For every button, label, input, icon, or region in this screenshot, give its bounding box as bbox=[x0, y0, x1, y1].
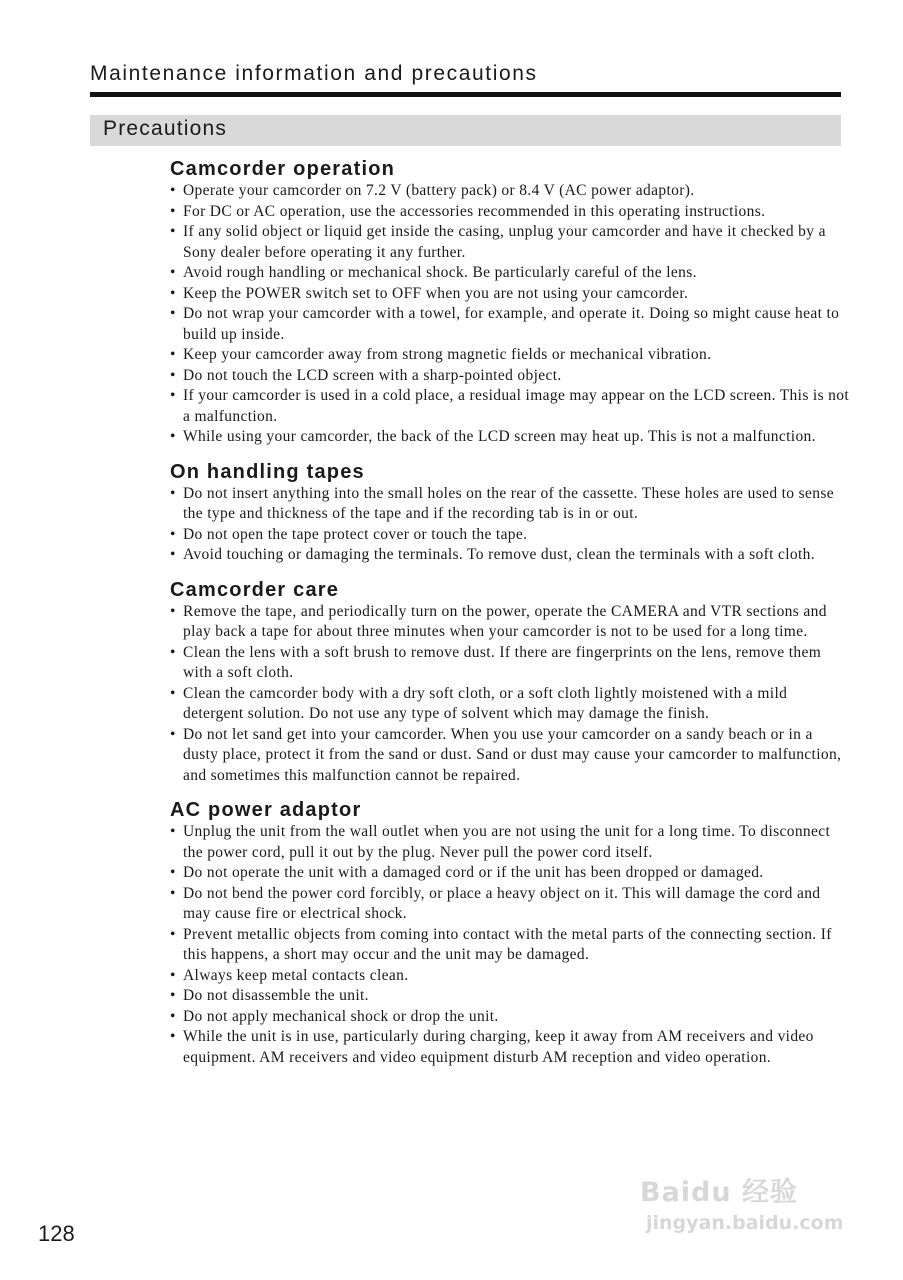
content-area bbox=[170, 157, 850, 1080]
bullet-item: • Do not bend the power cord forcibly, or place a heavy object on it. This will damage the cord and may cause fire or electrical shock. bbox=[170, 884, 850, 925]
subsection-camcorder-operation bbox=[170, 157, 850, 448]
page-header-title: Maintenance information and precautions bbox=[90, 62, 538, 85]
baidu-watermark-logo bbox=[640, 1170, 855, 1245]
bullet-list bbox=[170, 602, 850, 787]
bullet-item: • Operate your camcorder on 7.2 V (battery pack) or 8.4 V (AC power adaptor). bbox=[170, 181, 850, 202]
bullet-item: • Do not disassemble the unit. bbox=[170, 986, 850, 1007]
bullet-item: • Do not wrap your camcorder with a towel, for example, and operate it. Doing so might cause heat to build up inside. bbox=[170, 304, 850, 345]
bullet-list bbox=[170, 484, 850, 566]
bullet-item: • Keep your camcorder away from strong magnetic fields or mechanical vibration. bbox=[170, 345, 850, 366]
bullet-item: • Do not apply mechanical shock or drop the unit. bbox=[170, 1007, 850, 1028]
bullet-item: • While using your camcorder, the back of the LCD screen may heat up. This is not a malfunction. bbox=[170, 427, 850, 448]
bullet-item: • Avoid rough handling or mechanical shock. Be particularly careful of the lens. bbox=[170, 263, 850, 284]
bullet-item: • Avoid touching or damaging the terminals. To remove dust, clean the terminals with a soft cloth. bbox=[170, 545, 850, 566]
bullet-item: • Do not open the tape protect cover or touch the tape. bbox=[170, 525, 850, 546]
subsection-title: AC power adaptor bbox=[170, 799, 362, 821]
watermark-domain: jingyan.baidu.com bbox=[646, 1212, 844, 1234]
subsection-handling-tapes bbox=[170, 460, 850, 566]
bullet-item: • Unplug the unit from the wall outlet when you are not using the unit for a long time. To disconnect the power cord, pull it out by the plug. Never pull the power cord itself. bbox=[170, 822, 850, 863]
bullet-item: • Do not let sand get into your camcorder. When you use your camcorder on a sandy beach or in a dusty place, protect it from the sand or dust. Sand or dust may cause your camcorder to malfunction, and sometimes this malfunction cannot be repaired. bbox=[170, 725, 850, 787]
bullet-item: • Always keep metal contacts clean. bbox=[170, 966, 850, 987]
subsection-title: On handling tapes bbox=[170, 460, 365, 483]
bullet-item: • Clean the lens with a soft brush to remove dust. If there are fingerprints on the lens, remove them with a soft cloth. bbox=[170, 643, 850, 684]
bullet-item: • For DC or AC operation, use the accessories recommended in this operating instructions. bbox=[170, 202, 850, 223]
bullet-item: • Clean the camcorder body with a dry soft cloth, or a soft cloth lightly moistened with a mild detergent solution. Do not use any type of solvent which may damage the finish. bbox=[170, 684, 850, 725]
subsection-ac-power-adaptor bbox=[170, 798, 850, 1068]
section-title: Precautions bbox=[103, 117, 228, 140]
subsection-camcorder-care bbox=[170, 578, 850, 787]
bullet-item: • If your camcorder is used in a cold place, a residual image may appear on the LCD screen. This is not a malfunction. bbox=[170, 386, 850, 427]
bullet-item: • While the unit is in use, particularly during charging, keep it away from AM receivers and video equipment. AM receivers and video equipment disturb AM reception and video operation. bbox=[170, 1027, 850, 1068]
bullet-item: • Do not operate the unit with a damaged cord or if the unit has been dropped or damaged. bbox=[170, 863, 850, 884]
bullet-list bbox=[170, 181, 850, 448]
bullet-item: • Do not touch the LCD screen with a sharp-pointed object. bbox=[170, 366, 850, 387]
bullet-item: • Remove the tape, and periodically turn on the power, operate the CAMERA and VTR sections and play back a tape for about three minutes when your camcorder is not to be used for a long time. bbox=[170, 602, 850, 643]
watermark-brand: Baidu 经验 bbox=[640, 1177, 799, 1208]
bullet-list bbox=[170, 822, 850, 1068]
bullet-item: • Prevent metallic objects from coming into contact with the metal parts of the connecting section. If this happens, a short may occur and the unit may be damaged. bbox=[170, 925, 850, 966]
subsection-title: Camcorder operation bbox=[170, 158, 396, 180]
header-rule bbox=[90, 92, 841, 97]
bullet-item: • If any solid object or liquid get inside the casing, unplug your camcorder and have it checked by a Sony dealer before operating it any further. bbox=[170, 222, 850, 263]
bullet-item: • Do not insert anything into the small holes on the rear of the cassette. These holes are used to sense the type and thickness of the tape and if the recording tab is in or out. bbox=[170, 484, 850, 525]
page-number: 128 bbox=[38, 1221, 75, 1246]
subsection-title: Camcorder care bbox=[170, 578, 340, 601]
bullet-item: • Keep the POWER switch set to OFF when you are not using your camcorder. bbox=[170, 284, 850, 305]
section-heading-band bbox=[90, 115, 841, 146]
